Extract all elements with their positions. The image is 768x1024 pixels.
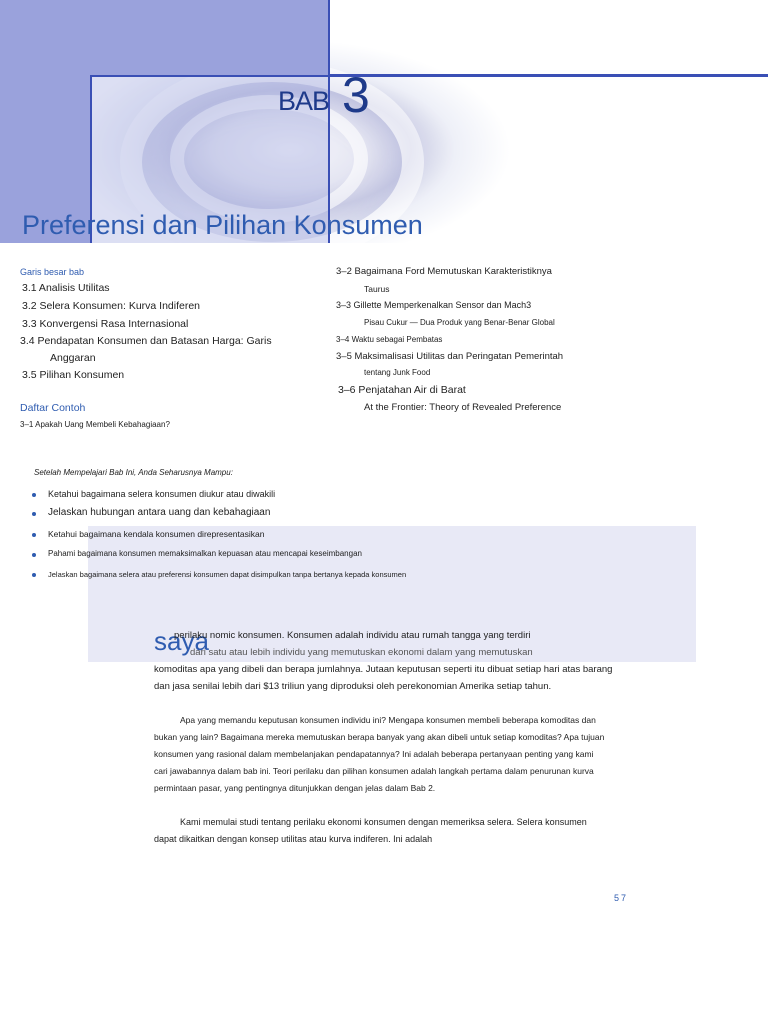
chapter-number: 3 [342, 67, 370, 123]
outline-heading: Garis besar bab [20, 267, 85, 277]
outline-item: Anggaran [50, 352, 96, 364]
objective-item: Jelaskan hubungan antara uang dan kebahagiaan [48, 507, 271, 518]
drop-word: saya [154, 626, 209, 656]
body-line: bukan yang lain? Bagaimana mereka memutuskan berapa banyak yang akan dibeli untuk setiap komoditas? Apa tujuan [154, 732, 605, 742]
body-line: Kami memulai studi tentang perilaku ekonomi konsumen dengan memeriksa selera. Selera konsumen [180, 817, 587, 827]
header-lavender-block-top [90, 0, 328, 75]
outline-item: 3.4 Pendapatan Konsumen dan Batasan Harga: Garis [20, 335, 272, 347]
body-line: komoditas apa yang dibeli dan berapa jumlahnya. Jutaan keputusan seperti itu dibuat setiap hari atas barang [154, 664, 613, 675]
outline-item: 3.2 Selera Konsumen: Kurva Indiferen [22, 300, 201, 312]
example-item: 3–5 Maksimalisasi Utilitas dan Peringatan Pemerintah [336, 351, 564, 362]
objective-item: Ketahui bagaimana kendala konsumen direpresentasikan [48, 529, 265, 539]
example-item: 3–3 Gillette Memperkenalkan Sensor dan Mach3 [336, 300, 532, 310]
bullet-icon [32, 573, 36, 577]
bullet-icon [32, 512, 36, 516]
example-item: 3–6 Penjatahan Air di Barat [338, 384, 466, 396]
objective-item: Pahami bagaimana konsumen memaksimalkan kepuasan atau mencapai keseimbangan [48, 549, 362, 558]
example-item: tentang Junk Food [364, 368, 431, 377]
objectives-heading: Setelah Mempelajari Bab Ini, Anda Seharusnya Mampu: [34, 468, 233, 477]
chapter-label: BAB [278, 86, 330, 116]
example-item: Taurus [364, 284, 390, 294]
chapter-title: Preferensi dan Pilihan Konsumen [22, 210, 423, 240]
example-item: Pisau Cukur — Dua Produk yang Benar-Benar Global [364, 318, 555, 327]
bullet-icon [32, 553, 36, 557]
objective-item: Jelaskan bagaimana selera atau preferensi konsumen dapat disimpulkan tanpa bertanya kepada konsumen [48, 570, 407, 579]
bullet-icon [32, 493, 36, 497]
body-line: cari jawabannya dalam bab ini. Teori perilaku dan pilihan konsumen adalah langkah pertama dalam penurunan kurva [154, 766, 594, 776]
bullet-icon [32, 533, 36, 537]
body-line: permintaan pasar, yang pentingnya ditunjukkan dengan jelas dalam Bab 2. [154, 783, 436, 793]
example-item: At the Frontier: Theory of Revealed Preference [364, 402, 562, 413]
outline-item: 3.3 Konvergensi Rasa Internasional [22, 318, 189, 330]
example-item: 3–1 Apakah Uang Membeli Kebahagiaan? [20, 420, 170, 429]
body-line: konsumen yang rasional dalam membelanjakan pendapatannya? Ini adalah beberapa pertanyaan penting yang kami [154, 749, 594, 759]
page-number: 57 [614, 893, 629, 903]
body-line: dan jasa senilai lebih dari $13 triliun yang diproduksi oleh perekonomian Amerika setiap tahun. [154, 681, 552, 692]
objective-item: Ketahui bagaimana selera konsumen diukur atau diwakili [48, 489, 276, 499]
outline-item: 3.5 Pilihan Konsumen [22, 369, 125, 381]
body-line: Apa yang memandu keputusan konsumen individu ini? Mengapa konsumen membeli beberapa komoditas dan [180, 715, 596, 725]
header-lavender-block [0, 0, 90, 243]
body-line: perilaku nomic konsumen. Konsumen adalah individu atau rumah tangga yang terdiri [174, 630, 531, 641]
example-item: 3–4 Waktu sebagai Pembatas [336, 335, 443, 344]
header-frame-divider [328, 0, 330, 243]
outline-item: 3.1 Analisis Utilitas [22, 282, 110, 294]
header-frame-line [330, 74, 768, 77]
examples-heading: Daftar Contoh [20, 402, 86, 414]
body-line: dapat dikaitkan dengan konsep utilitas atau kurva indiferen. Ini adalah [154, 834, 433, 844]
body-line: dari satu atau lebih individu yang memutuskan ekonomi dalam yang memutuskan [190, 647, 533, 658]
example-item: 3–2 Bagaimana Ford Memutuskan Karakteristiknya [336, 266, 552, 277]
